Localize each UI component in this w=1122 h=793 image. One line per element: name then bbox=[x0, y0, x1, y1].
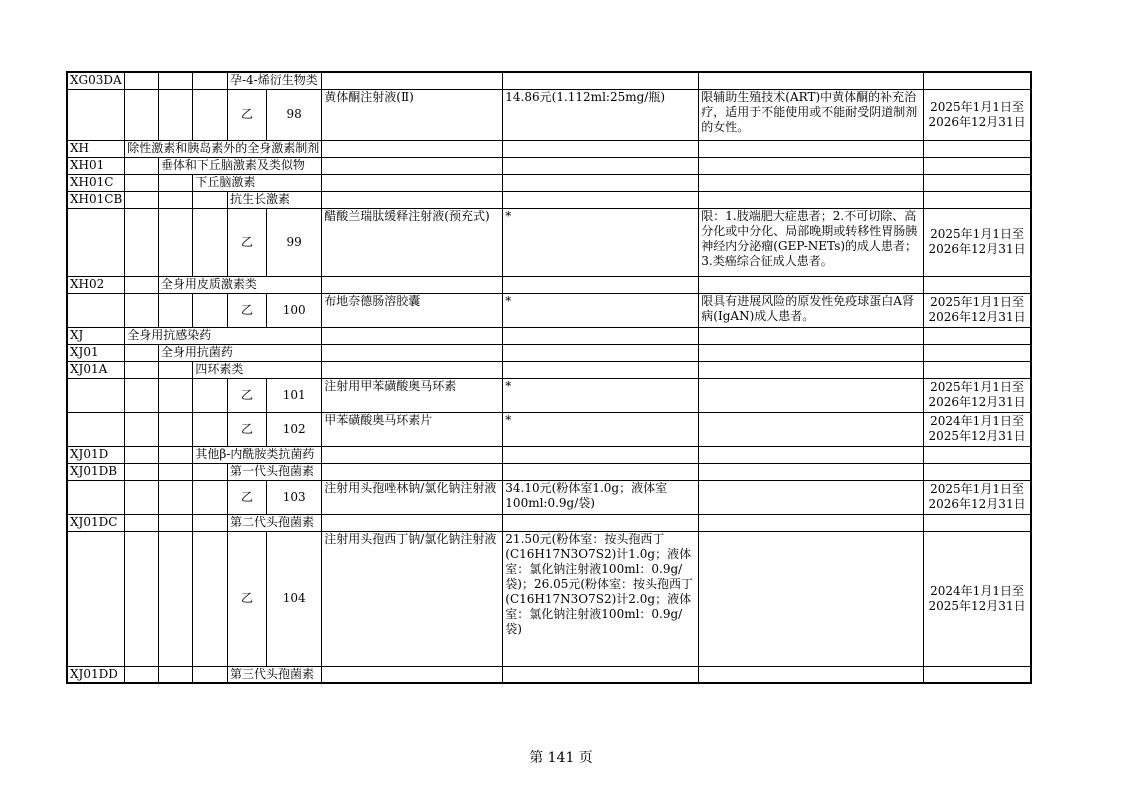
category-name: 四环素类 bbox=[193, 361, 322, 378]
blank-cell bbox=[125, 208, 159, 276]
validity-period: 2024年1月1日至2025年12月31日 bbox=[924, 531, 1031, 666]
blank-cell bbox=[125, 157, 159, 174]
blank-cell bbox=[125, 480, 159, 514]
category-name: 下丘脑激素 bbox=[193, 174, 322, 191]
blank-cell bbox=[158, 463, 193, 480]
blank-cell bbox=[193, 378, 228, 412]
drug-name: 注射用头孢唑林钠/氯化钠注射液 bbox=[322, 480, 503, 514]
drug-row bbox=[67, 378, 1031, 412]
price-cell bbox=[503, 666, 699, 683]
drug-number: 99 bbox=[267, 208, 322, 276]
drug-name: 醋酸兰瑞肽缓释注射液(预充式) bbox=[322, 208, 503, 276]
restriction-cell bbox=[699, 140, 924, 157]
page-number: 第 141 页 bbox=[529, 750, 593, 766]
category-name: 第二代头孢菌素 bbox=[227, 514, 321, 531]
code-cell: XH01C bbox=[67, 174, 125, 191]
blank-cell bbox=[193, 72, 228, 89]
code-cell bbox=[67, 480, 125, 514]
restriction-cell bbox=[699, 344, 924, 361]
code-cell: XJ bbox=[67, 327, 125, 344]
name-cell bbox=[322, 361, 503, 378]
price-cell bbox=[503, 514, 699, 531]
category-name: 全身用抗菌药 bbox=[158, 344, 321, 361]
validity-period: 2025年1月1日至2026年12月31日 bbox=[924, 293, 1031, 327]
name-cell bbox=[322, 191, 503, 208]
blank-cell bbox=[158, 412, 193, 446]
category-row bbox=[67, 327, 1031, 344]
blank-cell bbox=[158, 531, 193, 666]
code-cell: XH bbox=[67, 140, 125, 157]
drug-row bbox=[67, 293, 1031, 327]
restriction-cell bbox=[699, 463, 924, 480]
name-cell bbox=[322, 327, 503, 344]
validity-period: 2025年1月1日至2026年12月31日 bbox=[924, 378, 1031, 412]
category-row bbox=[67, 514, 1031, 531]
blank-cell bbox=[193, 412, 228, 446]
category-row bbox=[67, 140, 1031, 157]
name-cell bbox=[322, 72, 503, 89]
blank-cell bbox=[125, 174, 159, 191]
blank-cell bbox=[125, 463, 159, 480]
blank-cell bbox=[125, 514, 159, 531]
blank-cell bbox=[193, 514, 228, 531]
drug-number: 104 bbox=[267, 531, 322, 666]
code-cell: XJ01D bbox=[67, 446, 125, 463]
price-cell bbox=[503, 463, 699, 480]
blank-cell bbox=[158, 208, 193, 276]
code-cell bbox=[67, 412, 125, 446]
category-name: 抗生长激素 bbox=[227, 191, 321, 208]
blank-cell bbox=[125, 191, 159, 208]
period-cell bbox=[924, 344, 1031, 361]
blank-cell bbox=[158, 446, 193, 463]
blank-cell bbox=[193, 293, 228, 327]
price-cell bbox=[503, 174, 699, 191]
name-cell bbox=[322, 174, 503, 191]
blank-cell bbox=[125, 666, 159, 683]
drug-number: 98 bbox=[267, 89, 322, 140]
category-grade: 乙 bbox=[227, 378, 266, 412]
name-cell bbox=[322, 446, 503, 463]
drug-name: 布地奈德肠溶胶囊 bbox=[322, 293, 503, 327]
restriction-cell bbox=[699, 276, 924, 293]
drug-row bbox=[67, 89, 1031, 140]
restriction-cell bbox=[699, 157, 924, 174]
restriction-cell bbox=[699, 72, 924, 89]
blank-cell bbox=[125, 531, 159, 666]
code-cell: XJ01A bbox=[67, 361, 125, 378]
drug-row bbox=[67, 531, 1031, 666]
period-cell bbox=[924, 140, 1031, 157]
restriction: 限辅助生殖技术(ART)中黄体酮的补充治疗，适用于不能使用或不能耐受阴道制剂的女性。 bbox=[699, 89, 924, 140]
restriction-cell bbox=[699, 327, 924, 344]
restriction-cell bbox=[699, 446, 924, 463]
category-name: 孕-4-烯衍生物类 bbox=[227, 72, 321, 89]
price-cell bbox=[503, 191, 699, 208]
category-row bbox=[67, 446, 1031, 463]
blank-cell bbox=[158, 191, 193, 208]
blank-cell bbox=[125, 89, 159, 140]
code-cell: XJ01 bbox=[67, 344, 125, 361]
period-cell bbox=[924, 276, 1031, 293]
drug-row bbox=[67, 480, 1031, 514]
category-grade: 乙 bbox=[227, 293, 266, 327]
restriction bbox=[699, 531, 924, 666]
price: 14.86元(1.112ml:25mg/瓶) bbox=[503, 89, 699, 140]
blank-cell bbox=[193, 191, 228, 208]
price-cell bbox=[503, 276, 699, 293]
price-cell bbox=[503, 327, 699, 344]
restriction-cell bbox=[699, 361, 924, 378]
period-cell bbox=[924, 72, 1031, 89]
code-cell: XH01 bbox=[67, 157, 125, 174]
blank-cell bbox=[125, 446, 159, 463]
name-cell bbox=[322, 514, 503, 531]
blank-cell bbox=[158, 89, 193, 140]
blank-cell bbox=[158, 293, 193, 327]
blank-cell bbox=[158, 480, 193, 514]
blank-cell bbox=[125, 276, 159, 293]
category-grade: 乙 bbox=[227, 412, 266, 446]
restriction-cell bbox=[699, 174, 924, 191]
drug-number: 102 bbox=[267, 412, 322, 446]
code-cell bbox=[67, 293, 125, 327]
blank-cell bbox=[158, 666, 193, 683]
restriction bbox=[699, 378, 924, 412]
price: 21.50元(粉体室：按头孢西丁(C16H17N3O7S2)计1.0g；液体室：氯化钠注射液100ml：0.9g/袋)；26.05元(粉体室：按头孢西丁(C16H17N3O7S2)计2.0g；液体室：氯化钠注射液100ml：0.9g/袋) bbox=[503, 531, 699, 666]
category-name: 第三代头孢菌素 bbox=[227, 666, 321, 683]
code-cell bbox=[67, 378, 125, 412]
price: * bbox=[503, 378, 699, 412]
blank-cell bbox=[158, 361, 193, 378]
name-cell bbox=[322, 157, 503, 174]
restriction-cell bbox=[699, 666, 924, 683]
drug-name: 甲苯磺酸奥马环素片 bbox=[322, 412, 503, 446]
blank-cell bbox=[158, 174, 193, 191]
category-grade: 乙 bbox=[227, 480, 266, 514]
price-cell bbox=[503, 361, 699, 378]
blank-cell bbox=[125, 72, 159, 89]
code-cell bbox=[67, 531, 125, 666]
price: * bbox=[503, 208, 699, 276]
price: * bbox=[503, 412, 699, 446]
validity-period: 2024年1月1日至2025年12月31日 bbox=[924, 412, 1031, 446]
category-row bbox=[67, 344, 1031, 361]
price-cell bbox=[503, 157, 699, 174]
price-cell bbox=[503, 446, 699, 463]
drug-row bbox=[67, 208, 1031, 276]
price-cell bbox=[503, 344, 699, 361]
drug-name: 注射用头孢西丁钠/氯化钠注射液 bbox=[322, 531, 503, 666]
period-cell bbox=[924, 327, 1031, 344]
restriction bbox=[699, 480, 924, 514]
category-grade: 乙 bbox=[227, 208, 266, 276]
blank-cell bbox=[193, 531, 228, 666]
drug-name: 黄体酮注射液(Ⅱ) bbox=[322, 89, 503, 140]
restriction bbox=[699, 412, 924, 446]
category-row bbox=[67, 666, 1031, 683]
code-cell: XG03DA bbox=[67, 72, 125, 89]
blank-cell bbox=[125, 412, 159, 446]
category-name: 垂体和下丘脑激素及类似物 bbox=[158, 157, 321, 174]
period-cell bbox=[924, 463, 1031, 480]
drug-number: 100 bbox=[267, 293, 322, 327]
category-row bbox=[67, 174, 1031, 191]
name-cell bbox=[322, 463, 503, 480]
category-grade: 乙 bbox=[227, 531, 266, 666]
code-cell: XJ01DD bbox=[67, 666, 125, 683]
category-row bbox=[67, 276, 1031, 293]
blank-cell bbox=[193, 208, 228, 276]
drug-catalog-table bbox=[66, 71, 1032, 684]
blank-cell bbox=[125, 293, 159, 327]
category-name: 第一代头孢菌素 bbox=[227, 463, 321, 480]
period-cell bbox=[924, 446, 1031, 463]
code-cell: XJ01DC bbox=[67, 514, 125, 531]
name-cell bbox=[322, 276, 503, 293]
restriction-cell bbox=[699, 514, 924, 531]
price: * bbox=[503, 293, 699, 327]
name-cell bbox=[322, 140, 503, 157]
drug-number: 101 bbox=[267, 378, 322, 412]
code-cell bbox=[67, 208, 125, 276]
category-row bbox=[67, 72, 1031, 89]
restriction: 限：1.肢端肥大症患者；2.不可切除、高分化或中分化、局部晚期或转移性胃肠胰神经内分泌瘤(GEP-NETs)的成人患者；3.类癌综合征成人患者。 bbox=[699, 208, 924, 276]
code-cell: XH02 bbox=[67, 276, 125, 293]
drug-name: 注射用甲苯磺酸奥马环素 bbox=[322, 378, 503, 412]
restriction-cell bbox=[699, 191, 924, 208]
name-cell bbox=[322, 344, 503, 361]
blank-cell bbox=[125, 344, 159, 361]
period-cell bbox=[924, 361, 1031, 378]
blank-cell bbox=[125, 378, 159, 412]
blank-cell bbox=[158, 72, 193, 89]
blank-cell bbox=[193, 666, 228, 683]
code-cell: XJ01DB bbox=[67, 463, 125, 480]
period-cell bbox=[924, 666, 1031, 683]
blank-cell bbox=[193, 463, 228, 480]
category-row bbox=[67, 463, 1031, 480]
price: 34.10元(粉体室1.0g；液体室100ml:0.9g/袋) bbox=[503, 480, 699, 514]
category-row bbox=[67, 361, 1031, 378]
category-grade: 乙 bbox=[227, 89, 266, 140]
blank-cell bbox=[158, 378, 193, 412]
blank-cell bbox=[193, 89, 228, 140]
code-cell bbox=[67, 89, 125, 140]
period-cell bbox=[924, 191, 1031, 208]
category-name: 除性激素和胰岛素外的全身激素制剂 bbox=[125, 140, 322, 157]
category-name: 全身用抗感染药 bbox=[125, 327, 322, 344]
blank-cell bbox=[193, 480, 228, 514]
drug-row bbox=[67, 412, 1031, 446]
validity-period: 2025年1月1日至2026年12月31日 bbox=[924, 89, 1031, 140]
category-name: 其他β-内酰胺类抗菌药 bbox=[193, 446, 322, 463]
period-cell bbox=[924, 174, 1031, 191]
category-row bbox=[67, 157, 1031, 174]
validity-period: 2025年1月1日至2026年12月31日 bbox=[924, 480, 1031, 514]
blank-cell bbox=[158, 514, 193, 531]
category-name: 全身用皮质激素类 bbox=[158, 276, 321, 293]
price-cell bbox=[503, 140, 699, 157]
period-cell bbox=[924, 157, 1031, 174]
name-cell bbox=[322, 666, 503, 683]
code-cell: XH01CB bbox=[67, 191, 125, 208]
validity-period: 2025年1月1日至2026年12月31日 bbox=[924, 208, 1031, 276]
restriction: 限具有进展风险的原发性免疫球蛋白A肾病(IgAN)成人患者。 bbox=[699, 293, 924, 327]
period-cell bbox=[924, 514, 1031, 531]
drug-number: 103 bbox=[267, 480, 322, 514]
price-cell bbox=[503, 72, 699, 89]
blank-cell bbox=[125, 361, 159, 378]
category-row bbox=[67, 191, 1031, 208]
